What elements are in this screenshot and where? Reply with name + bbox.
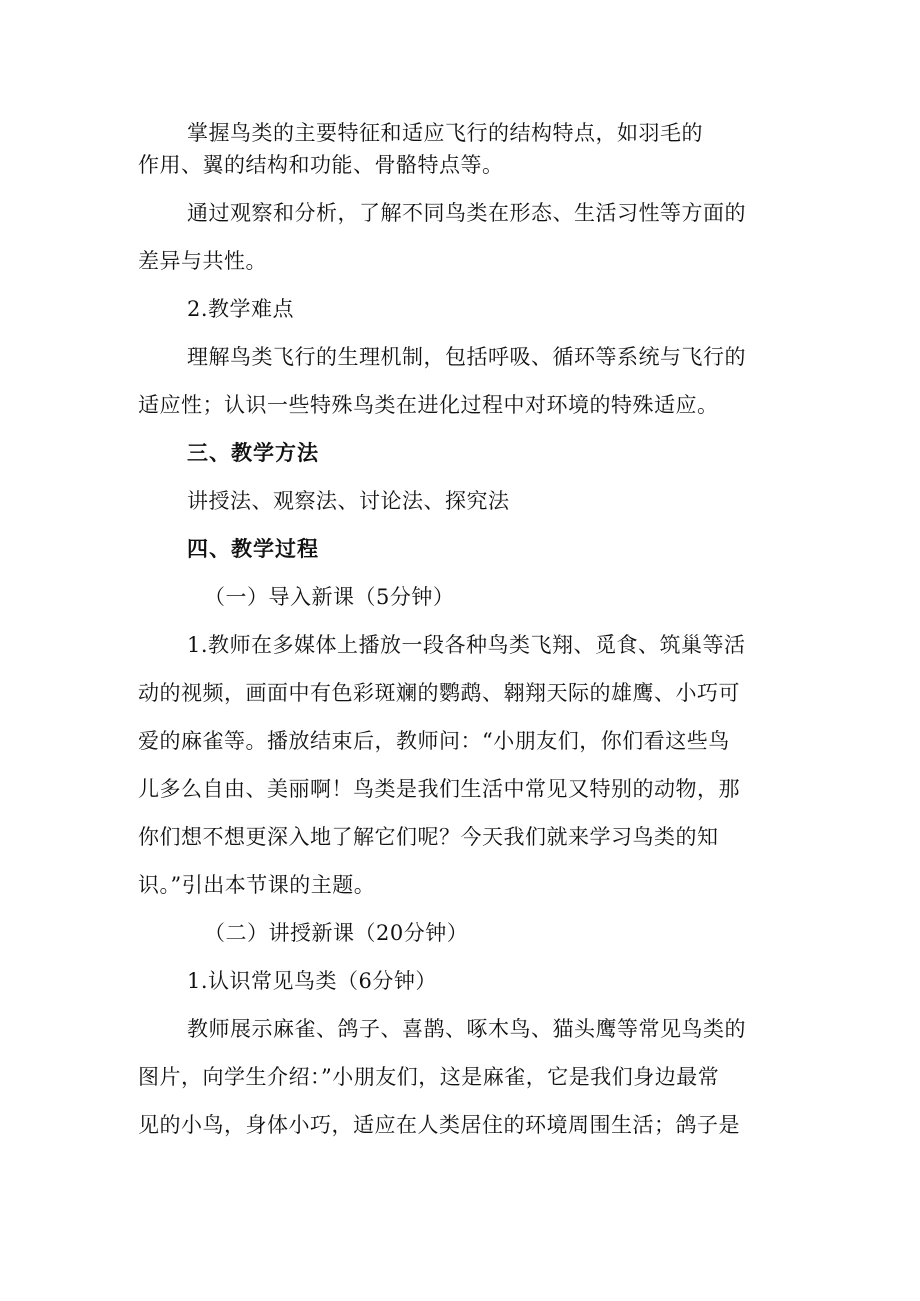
- paragraph-line: 见的小鸟，身体小巧，适应在人类居住的环境周围生活；鸽子是: [138, 1113, 740, 1137]
- paragraph-line: 爱的麻雀等。播放结束后，教师问：“小朋友们，你们看这些鸟: [138, 729, 730, 753]
- subsection-heading: 1.认识常见鸟类（6分钟）: [187, 969, 437, 993]
- paragraph-line: 作用、翼的结构和功能、骨骼特点等。: [138, 153, 504, 177]
- paragraph-line: 通过观察和分析，了解不同鸟类在形态、生活习性等方面的: [187, 201, 746, 225]
- paragraph-line: 识。”引出本节课的主题。: [138, 873, 376, 897]
- section-heading-methods: 三、教学方法: [187, 441, 319, 465]
- section-heading-process: 四、教学过程: [187, 537, 319, 561]
- paragraph-line: 差异与共性。: [138, 249, 267, 273]
- subsection-heading: （二）讲授新课（20分钟）: [204, 921, 469, 945]
- paragraph-line: 你们想不想更深入地了解它们呢？今天我们就来学习鸟类的知: [138, 825, 719, 849]
- paragraph-line: 图片，向学生介绍：”小朋友们，这是麻雀，它是我们身边最常: [138, 1065, 720, 1089]
- paragraph-line: 儿多么自由、美丽啊！鸟类是我们生活中常见又特别的动物，那: [138, 777, 740, 801]
- paragraph-line: 理解鸟类飞行的生理机制，包括呼吸、循环等系统与飞行的: [187, 345, 746, 369]
- paragraph-line: 讲授法、观察法、讨论法、探究法: [187, 489, 510, 513]
- paragraph-line: 适应性；认识一些特殊鸟类在进化过程中对环境的特殊适应。: [138, 393, 719, 417]
- subsection-heading: 2.教学难点: [187, 297, 295, 321]
- paragraph-line: 掌握鸟类的主要特征和适应飞行的结构特点，如羽毛的: [187, 121, 703, 145]
- subsection-heading: （一）导入新课（5分钟）: [204, 585, 455, 609]
- paragraph-line: 1.教师在多媒体上播放一段各种鸟类飞翔、觅食、筑巢等活: [187, 633, 746, 657]
- paragraph-line: 教师展示麻雀、鸽子、喜鹊、啄木鸟、猫头鹰等常见鸟类的: [187, 1017, 746, 1041]
- paragraph-line: 动的视频，画面中有色彩斑斓的鹦鹉、翱翔天际的雄鹰、小巧可: [138, 681, 740, 705]
